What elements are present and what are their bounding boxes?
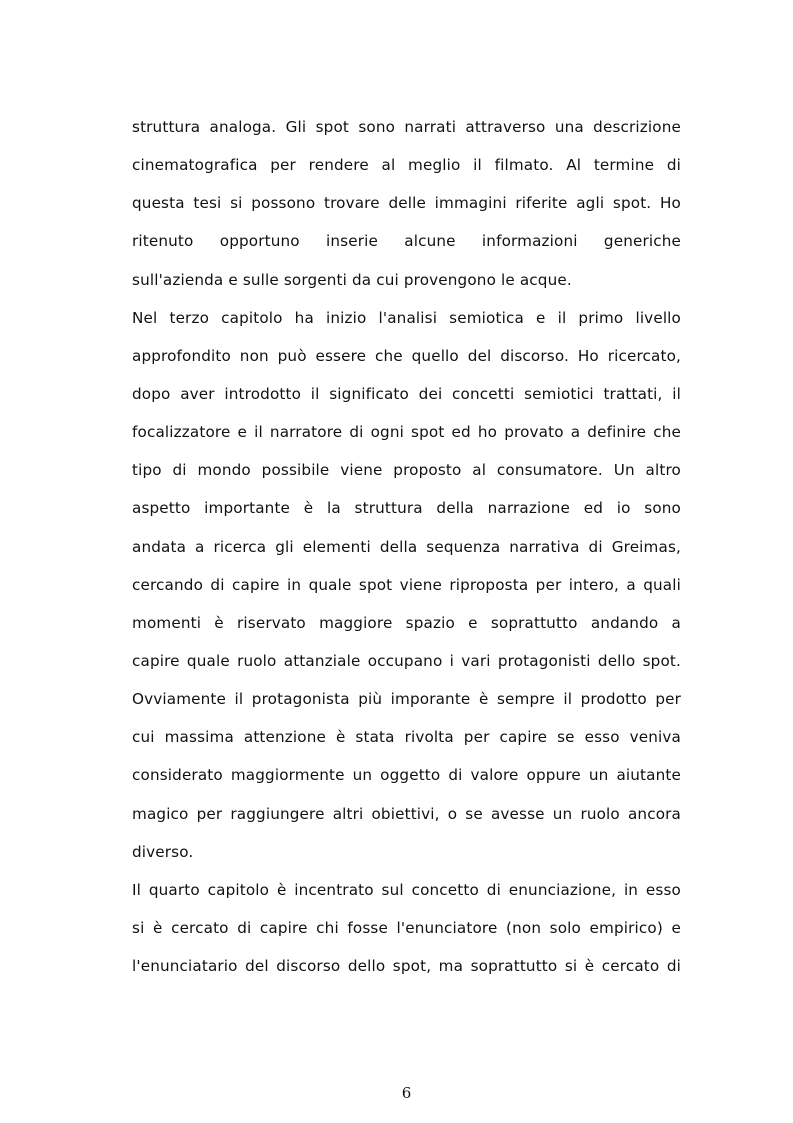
text-line: approfondito non può essere che quello del discorso. Ho ricercato, [132, 346, 681, 365]
text-line: focalizzatore e il narratore di ogni spot ed ho provato a definire che [132, 423, 681, 442]
text-line: Ovviamente il protagonista più imporante è sempre il prodotto per [132, 690, 681, 709]
text-line: capire quale ruolo attanziale occupano i vari protagonisti dello spot. [132, 651, 681, 670]
text-line: cercando di capire in quale spot viene riproposta per intero, a quali [132, 575, 681, 594]
text-line: si è cercato di capire chi fosse l'enunciatore (non solo empirico) e [132, 918, 681, 937]
text-line: sull'azienda e sulle sorgenti da cui provengono le acque. [132, 270, 572, 289]
text-line: Nel terzo capitolo ha inizio l'analisi semiotica e il primo livello [132, 308, 681, 327]
page-number: 6 [401, 1084, 412, 1102]
text-line: Il quarto capitolo è incentrato sul concetto di enunciazione, in esso [132, 880, 681, 899]
text-line: cinematografica per rendere al meglio il filmato. Al termine di [132, 156, 681, 175]
text-line: l'enunciatario del discorso dello spot, ma soprattutto si è cercato di [132, 957, 681, 976]
paragraph-third-chapter [132, 299, 681, 871]
text-line: questa tesi si possono trovare delle immagini riferite agli spot. Ho [132, 194, 681, 213]
body-text [132, 108, 681, 985]
text-line: cui massima attenzione è stata rivolta per capire se esso veniva [132, 728, 681, 747]
paragraph-fourth-chapter [132, 871, 681, 985]
text-line: momenti è riservato maggiore spazio e soprattutto andando a [132, 613, 681, 632]
text-line: struttura analoga. Gli spot sono narrati attraverso una descrizione [132, 118, 681, 136]
text-line: aspetto importante è la struttura della narrazione ed io sono [132, 499, 681, 518]
text-line: andata a ricerca gli elementi della sequenza narrativa di Greimas, [132, 537, 681, 556]
text-line: dopo aver introdotto il significato dei concetti semiotici trattati, il [132, 384, 681, 403]
text-line: ritenuto opportuno inserie alcune informazioni generiche [132, 232, 681, 251]
paragraph-intro-continuation [132, 108, 681, 299]
text-line: diverso. [132, 842, 194, 861]
text-line: magico per raggiungere altri obiettivi, o se avesse un ruolo ancora [132, 804, 681, 823]
text-line: considerato maggiormente un oggetto di valore oppure un aiutante [132, 766, 681, 785]
text-line: tipo di mondo possibile viene proposto al consumatore. Un altro [132, 461, 681, 480]
